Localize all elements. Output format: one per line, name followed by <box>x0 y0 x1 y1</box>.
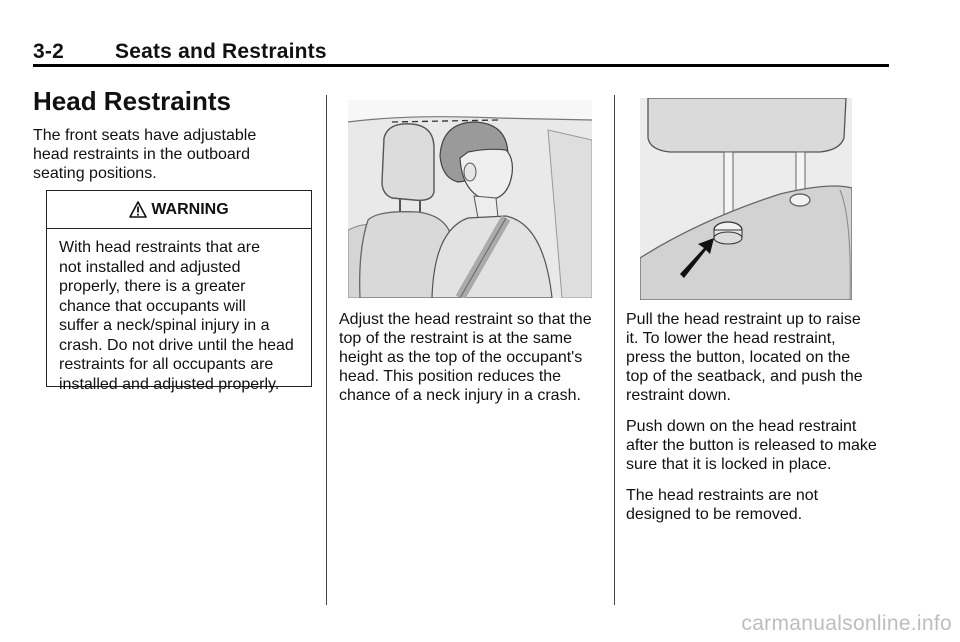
column-divider-1 <box>326 95 327 605</box>
warning-body <box>47 229 311 394</box>
section-title: Head Restraints <box>33 86 231 116</box>
warning-box <box>46 190 312 393</box>
head-restraint-release-button-illustration <box>640 98 852 300</box>
removal-paragraph: The head restraints are not designed to be removed. <box>626 487 819 523</box>
page-header <box>33 36 889 67</box>
column-divider-2 <box>614 95 615 605</box>
page-number: 3-2 <box>33 40 64 63</box>
right-column-text <box>626 310 896 536</box>
adjust-paragraph: Adjust the head restraint so that the top of the restraint is at the same height as the top of the occupant's head. This position reduces the chance of a neck injury in a crash. <box>339 311 592 404</box>
warning-label: WARNING <box>151 200 229 218</box>
raise-lower-paragraph: Pull the head restraint up to raise it. To lower the head restraint, press the button, located on the top of the seatback, and push the restraint down. <box>626 311 863 404</box>
watermark: carmanualsonline.info <box>741 612 952 635</box>
intro-paragraph-wrap <box>33 126 313 195</box>
intro-paragraph: The front seats have adjustable head restraints in the outboard seating positions. <box>33 127 257 182</box>
middle-column-text <box>339 310 611 417</box>
lock-paragraph: Push down on the head restraint after the button is released to make sure that it is locked in place. <box>626 418 877 473</box>
warning-header <box>47 191 311 229</box>
warning-triangle-icon <box>129 201 147 218</box>
chapter-title: Seats and Restraints <box>115 40 327 63</box>
warning-text: With head restraints that are not installed and adjusted properly, there is a greater chance that occupants will suffer a neck/spinal injury in a crash. Do not drive until the head restraints for all occupants are installed and adjusted properly. <box>59 239 294 393</box>
occupant-head-restraint-illustration <box>348 100 592 298</box>
